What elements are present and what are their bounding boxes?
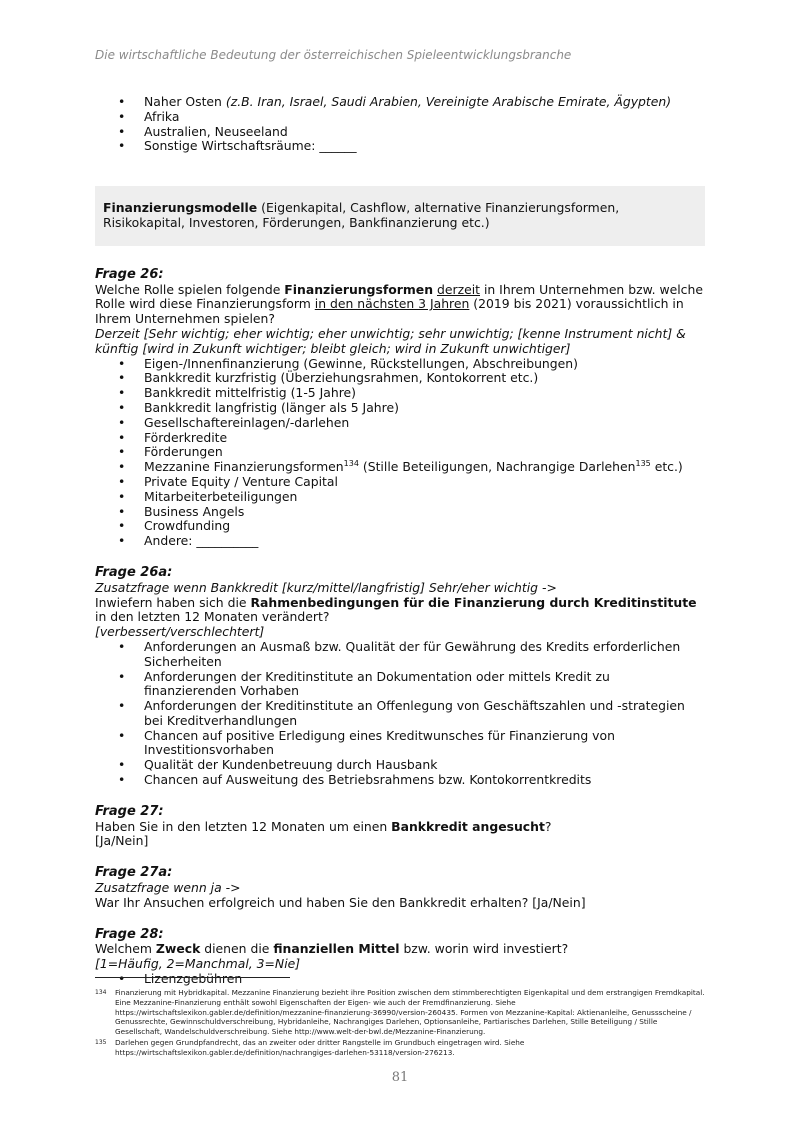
list-item-text: Sonstige Wirtschaftsräume: ______: [144, 138, 357, 154]
list-item: • Anforderungen an Ausmaß bzw. Qualität der für Gewährung des Kredits erforderlichen Sicherheiten: [95, 640, 705, 670]
answer-options: Derzeit [Sehr wichtig; eher wichtig; eher unwichtig; sehr unwichtig; [kenne Instrument nicht] & künftig [wird in Zukunft wichtiger; bleibt gleich; wird in Zukunft unwichtiger]: [95, 325, 686, 356]
list-item-text: Afrika: [144, 108, 180, 124]
list-item: • Chancen auf positive Erledigung eines Kreditwunsches für Finanzierung von Investitionsvorhaben: [95, 729, 705, 759]
page-content: [95, 95, 705, 987]
question-text: Welche Rolle spielen folgende Finanzierungsformen derzeit in Ihrem Unternehmen bzw. welche Rolle wird diese Finanzierungsform in den nächsten 3 Jahren (2019 bis 2021) voraussichtlich in Ihrem Unternehmen spielen?: [95, 281, 703, 327]
list-item: • Eigen-/Innenfinanzierung (Gewinne, Rückstellungen, Abschreibungen): [95, 357, 705, 372]
question-26a: [95, 566, 705, 788]
list-item: • Anforderungen der Kreditinstitute an Dokumentation oder mittels Kredit zu finanzierenden Vorhaben: [95, 670, 705, 700]
list-item-italic: (z.B. Iran, Israel, Saudi Arabien, Vereinigte Arabische Emirate, Ägypten): [225, 94, 672, 109]
list-item: [95, 95, 705, 110]
list-item: • Private Equity / Venture Capital: [95, 475, 705, 490]
list-item: • Bankkredit mittelfristig (1-5 Jahre): [95, 386, 705, 401]
question-condition: Zusatzfrage wenn ja ->: [95, 880, 241, 896]
question-26: [95, 268, 705, 549]
footnote-text: Darlehen gegen Grundpfandrecht, das an zweiter oder dritter Rangstelle im Grundbuch eingetragen wird. Siehe https://wirtschaftslexikon.gabler.de/definition/nachrangiges-darlehen-53118/version-276213.: [115, 1037, 525, 1057]
list-item-text: Australien, Neuseeland: [144, 123, 288, 139]
list-item: • Anforderungen der Kreditinstitute an Offenlegung von Geschäftszahlen und -strategien bei Kreditverhandlungen: [95, 699, 705, 729]
question-27a: [95, 866, 705, 910]
list-item: • Bankkredit langfristig (länger als 5 Jahre): [95, 401, 705, 416]
footnote-135: [95, 1038, 705, 1058]
footnote-number: 134: [95, 989, 107, 996]
answer-options: [1=Häufig, 2=Manchmal, 3=Nie]: [95, 956, 301, 972]
list-item: • Andere: __________: [95, 534, 705, 549]
running-header: Die wirtschaftliche Bedeutung der österreichischen Spieleentwicklungsbranche: [95, 48, 572, 62]
section-description: (Eigenkapital, Cashflow, alternative Finanzierungsformen, Risikokapital, Investoren, Förderungen, Bankfinanzierung etc.): [103, 200, 620, 230]
section-box: [95, 186, 705, 246]
purpose-list: [95, 972, 705, 987]
list-item: [95, 139, 705, 154]
list-item: • Lizenzgebühren: [95, 972, 705, 987]
question-title: Frage 27a:: [95, 865, 173, 881]
footnote-text: Finanzierung mit Hybridkapital. Mezzanine Finanzierung bezieht ihre Position zwischen dem stimmberechtigten Eigenkapital und dem erstrangigen Fremdkapital. Eine Mezzanine-Finanzierung enthält sowohl Eigenschaften der Eigen- wie auch der Fremdfinanzierung. Siehe https://wirtschaftslexikon.gabler.de/definition/mezzanine-finanzierung-36990/version-260435. Formen von Mezzanine-Kapital: Aktienanleihe, Genussscheine / Genussrechte, Gewinnschuldverschreibung, Hybridanleihe, Nachrangiges Darlehen, Optionsanleihe, Partiarisches Darlehen, Stille Beteiligung / Stille Gesellschaft, Wandelschuldverschreibung. Siehe http://www.welt-der-bwl.de/Mezzanine-Finanzierung.: [115, 988, 705, 1037]
footnote-134: [95, 988, 705, 1037]
page-number: 81: [391, 1070, 409, 1085]
conditions-list: [95, 640, 705, 788]
list-item: • Förderkredite: [95, 431, 705, 446]
list-item: • Bankkredit kurzfristig (Überziehungsrahmen, Kontokorrent etc.): [95, 371, 705, 386]
footnote-divider: [95, 977, 290, 978]
footnotes: [95, 988, 705, 1059]
list-item: • Crowdfunding: [95, 519, 705, 534]
answer-options: [verbessert/verschlechtert]: [95, 624, 265, 640]
footnote-ref: 134: [343, 459, 359, 469]
footnote-ref: 135: [635, 459, 651, 469]
question-title: Frage 26:: [95, 266, 164, 282]
question-condition: Zusatzfrage wenn Bankkredit [kurz/mittel/langfristig] Sehr/eher wichtig ->: [95, 579, 557, 595]
list-item: • Mezzanine Finanzierungsformen$^{134}$ (Stille Beteiligungen, Nachrangige Darlehen$^{135}$ etc.): [95, 460, 705, 475]
question-27: [95, 805, 705, 849]
list-item: • Förderungen: [95, 445, 705, 460]
financing-list: [95, 357, 705, 549]
question-title: Frage 28:: [95, 926, 164, 942]
question-title: Frage 26a:: [95, 564, 173, 580]
question-title: Frage 27:: [95, 803, 164, 819]
question-text: War Ihr Ansuchen erfolgreich und haben Sie den Bankkredit erhalten? [Ja/Nein]: [95, 894, 586, 910]
footnote-number: 135: [95, 1038, 107, 1046]
list-item: • Qualität der Kundenbetreuung durch Hausbank: [95, 758, 705, 773]
section-title: Finanzierungsmodelle: [103, 200, 258, 216]
question-text: Inwiefern haben sich die Rahmenbedingungen für die Finanzierung durch Kreditinstitute in den letzten 12 Monaten verändert?: [95, 594, 697, 625]
list-item: • Mitarbeiterbeteiligungen: [95, 490, 705, 505]
list-item: • Gesellschaftereinlagen/-darlehen: [95, 416, 705, 431]
answer-options: [Ja/Nein]: [95, 833, 149, 849]
question-text: Haben Sie in den letzten 12 Monaten um einen Bankkredit angesucht?: [95, 818, 552, 834]
list-item: • Business Angels: [95, 505, 705, 520]
list-item-text: Naher Osten: [144, 94, 226, 109]
region-list: [95, 95, 705, 154]
list-item: • Chancen auf Ausweitung des Betriebsrahmens bzw. Kontokorrentkredits: [95, 773, 705, 788]
question-text: Welchem Zweck dienen die finanziellen Mittel bzw. worin wird investiert?: [95, 941, 569, 957]
list-item: [95, 125, 705, 140]
list-item: [95, 110, 705, 125]
